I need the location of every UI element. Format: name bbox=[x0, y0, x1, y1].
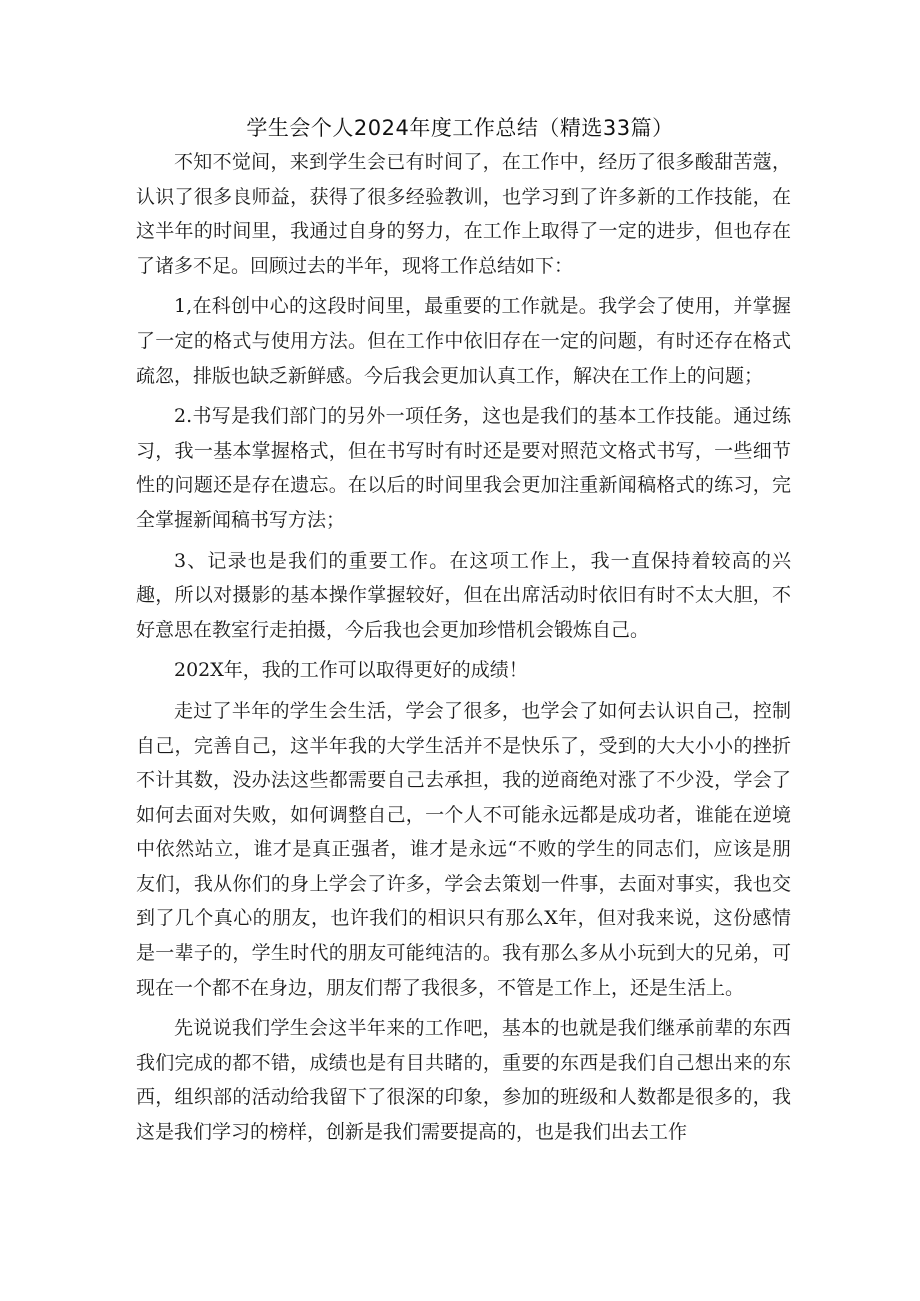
paragraph-outlook: 202X年，我的工作可以取得更好的成绩！ bbox=[174, 659, 528, 682]
document-title: 学生会个人2024年度工作总结（精选33篇） bbox=[246, 116, 674, 140]
paragraph-item-2: 2.书写是我们部门的另外一项任务，这也是我们的基本工作技能。通过练习，我一基本掌握格式，但在书写时有时还是要对照范文格式书写，一些细节性的问题还是存在遗忘。在以后的时间里我会更加注重新闻稿格式的练习，完全掌握新闻稿书写方法； bbox=[136, 405, 791, 531]
paragraph-work-review: 先说说我们学生会这半年来的工作吧，基本的也就是我们继承前辈的东西我们完成的都不错，成绩也是有目共睹的，重要的东西是我们自己想出来的东西，组织部的活动给我留下了很深的印象，参加的班级和人数都是很多的，我这是我们学习的榜样，创新是我们需要提高的，也是我们出去工作 bbox=[136, 1017, 791, 1144]
paragraph-item-1: 1,在科创中心的这段时间里，最重要的工作就是。我学会了使用，并掌握了一定的格式与使用方法。但在工作中依旧存在一定的问题，有时还存在格式疏忽，排版也缺乏新鲜感。今后我会更加认真工作，解决在工作上的问题； bbox=[136, 295, 791, 387]
paragraph-reflection: 走过了半年的学生会生活，学会了很多，也学会了如何去认识自己，控制自己，完善自己，这半年我的大学生活并不是快乐了，受到的大大小小的挫折不计其数，没办法这些都需要自己去承担，我的逆商绝对涨了不少没，学会了如何去面对失败，如何调整自己，一个人不可能永远都是成功者，谁能在逆境中依然站立，谁才是真正强者，谁才是永远“不败的学生的同志们，应该是朋友们，我从你们的身上学会了许多，学会去策划一件事，去面对事实，我也交到了几个真心的朋友，也许我们的相识只有那么X年，但对我来说，这份感情是一辈子的，学生时代的朋友可能纯洁的。我有那么多从小玩到大的兄弟，可现在一个都不在身边，朋友们帮了我很多，不管是工作上，还是生活上。 bbox=[136, 699, 791, 999]
paragraph-intro: 不知不觉间，来到学生会已有时间了，在工作中，经历了很多酸甜苦蔻，认识了很多良师益，获得了很多经验教训，也学习到了许多新的工作技能，在这半年的时间里，我通过自身的努力，在工作上取得了一定的进步，但也存在了诸多不足。回顾过去的半年，现将工作总结如下： bbox=[136, 151, 791, 277]
document-body bbox=[136, 145, 791, 1150]
paragraph-item-3: 3、记录也是我们的重要工作。在这项工作上，我一直保持着较高的兴趣，所以对摄影的基本操作掌握较好，但在出席活动时依旧有时不太大胆，不好意思在教室行走拍摄，今后我也会更加珍惜机会锻炼自己。 bbox=[136, 549, 791, 641]
